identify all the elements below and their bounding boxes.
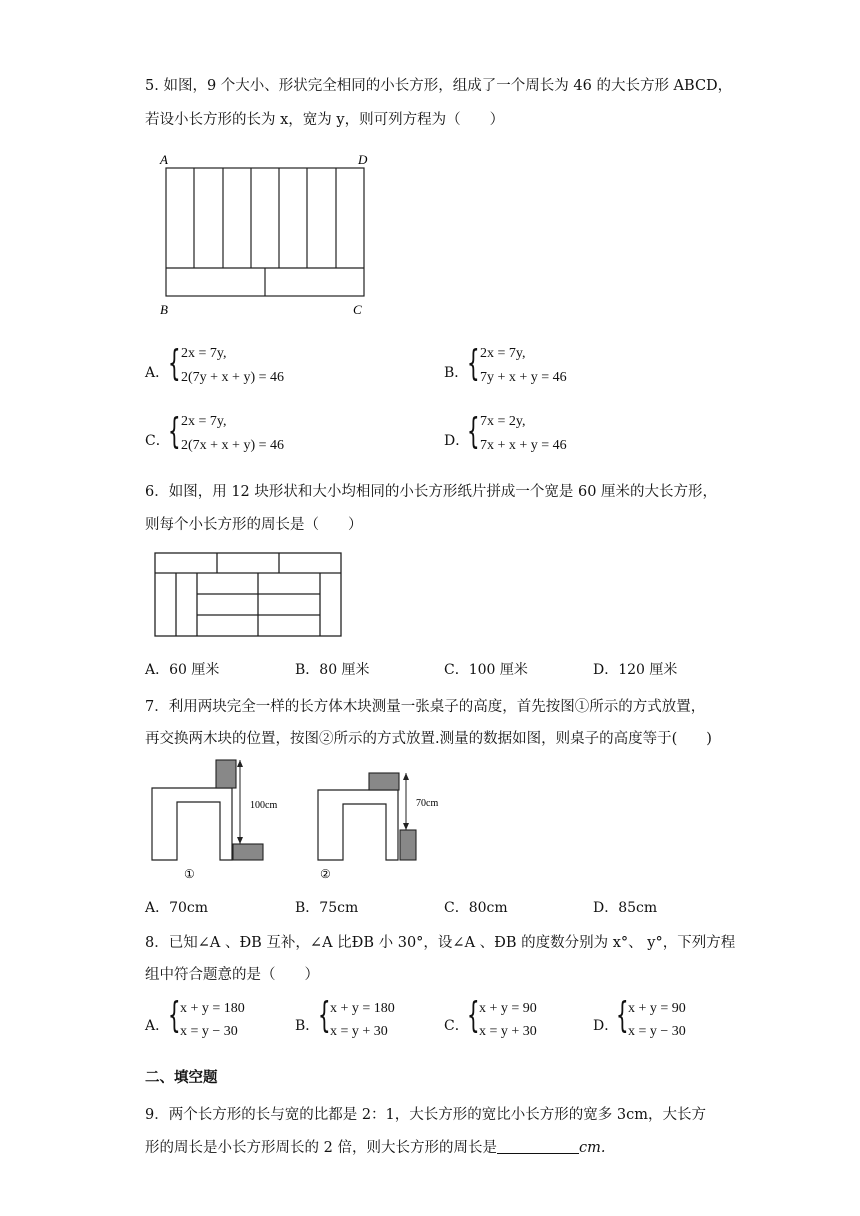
- q9-line2-unit: cm.: [578, 1140, 606, 1156]
- equation-1: 2x = 7y,: [480, 346, 526, 361]
- q7-option-D: D．85cm: [593, 900, 658, 916]
- q7-fig1-label: ①: [184, 867, 195, 881]
- q7-option-C: C．80cm: [444, 900, 508, 916]
- option-letter: C．: [444, 1018, 469, 1034]
- q6-stem-line2: 则每个小长方形的周长是（ ）: [145, 517, 363, 533]
- q9-answer-blank[interactable]: [497, 1139, 579, 1154]
- option-letter: A．: [145, 1018, 170, 1034]
- equation-2: x = y + 30: [479, 1024, 537, 1039]
- equation-1: x + y = 180: [330, 1001, 395, 1016]
- equation-2: x = y − 30: [628, 1024, 686, 1039]
- q7-figure-2: [316, 768, 466, 883]
- q7-stem-line2: 再交换两木块的位置，按图②所示的方式放置.测量的数据如图，则桌子的高度等于( ): [145, 731, 712, 747]
- equation-2: x = y − 30: [180, 1024, 238, 1039]
- option-letter: A．: [145, 365, 170, 381]
- equation-1: x + y = 90: [628, 1001, 686, 1016]
- q8-stem-line2: 组中符合题意的是（ ）: [145, 967, 319, 983]
- q5-stem-line1: 5. 如图，9 个大小、形状完全相同的小长方形，组成了一个周长为 46 的大长方形 ABCD，: [145, 78, 733, 94]
- q6-stem-line1: 6．如图，用 12 块形状和大小均相同的小长方形纸片拼成一个宽是 60 厘米的大长方形，: [145, 484, 718, 500]
- q5-label-D: D: [358, 152, 368, 167]
- equation-2: 7y + x + y = 46: [480, 370, 567, 385]
- q6-option-B: B．80 厘米: [295, 662, 370, 678]
- equation-1: x + y = 180: [180, 1001, 245, 1016]
- equation-2: 7x + x + y = 46: [480, 438, 567, 453]
- q6-option-A: A．60 厘米: [145, 662, 220, 678]
- q7-stem-line1: 7．利用两块完全一样的长方体木块测量一张桌子的高度，首先按图①所示的方式放置，: [145, 699, 706, 715]
- option-letter: D．: [593, 1018, 619, 1034]
- q7-fig2-measure: 70cm: [416, 798, 439, 809]
- equation-1: 2x = 7y,: [181, 414, 227, 429]
- equation-2: 2(7y + x + y) = 46: [181, 370, 285, 385]
- equation-1: 2x = 7y,: [181, 346, 227, 361]
- q5-stem-line2: 若设小长方形的长为 x，宽为 y，则可列方程为（ ）: [145, 112, 505, 128]
- q7-fig2-label: ②: [320, 867, 331, 881]
- q6-option-C: C．100 厘米: [444, 662, 528, 678]
- equation-1: 7x = 2y,: [480, 414, 526, 429]
- q5-label-A: A: [160, 152, 168, 167]
- q7-option-A: A．70cm: [145, 900, 209, 916]
- q9-stem-line1: 9．两个长方形的长与宽的比都是 2：1，大长方形的宽比小长方形的宽多 3cm，大长方: [145, 1107, 706, 1123]
- q7-option-B: B．75cm: [295, 900, 359, 916]
- q9-line2-text: 形的周长是小长方形周长的 2 倍，则大长方形的周长是: [145, 1140, 497, 1156]
- q6-figure: [154, 552, 344, 638]
- q7-figure-1: [150, 758, 300, 883]
- equation-2: x = y + 30: [330, 1024, 388, 1039]
- q5-figure: [150, 148, 380, 323]
- equation-1: x + y = 90: [479, 1001, 537, 1016]
- option-letter: B．: [295, 1018, 320, 1034]
- equation-2: 2(7x + x + y) = 46: [181, 438, 285, 453]
- q9-stem-line2: [145, 1136, 605, 1157]
- q8-stem-line1: 8．已知∠A 、ÐB 互补，∠A 比ÐB 小 30°，设∠A 、ÐB 的度数分别为 x°、 y°，下列方程: [145, 935, 736, 951]
- option-letter: B．: [444, 365, 469, 381]
- option-letter: D．: [444, 433, 470, 449]
- q5-label-C: C: [353, 302, 362, 317]
- option-letter: C．: [145, 433, 170, 449]
- section-title: 二、填空题: [145, 1069, 218, 1086]
- q5-label-B: B: [160, 302, 168, 317]
- q6-option-D: D．120 厘米: [593, 662, 678, 678]
- q7-fig1-measure: 100cm: [250, 800, 278, 811]
